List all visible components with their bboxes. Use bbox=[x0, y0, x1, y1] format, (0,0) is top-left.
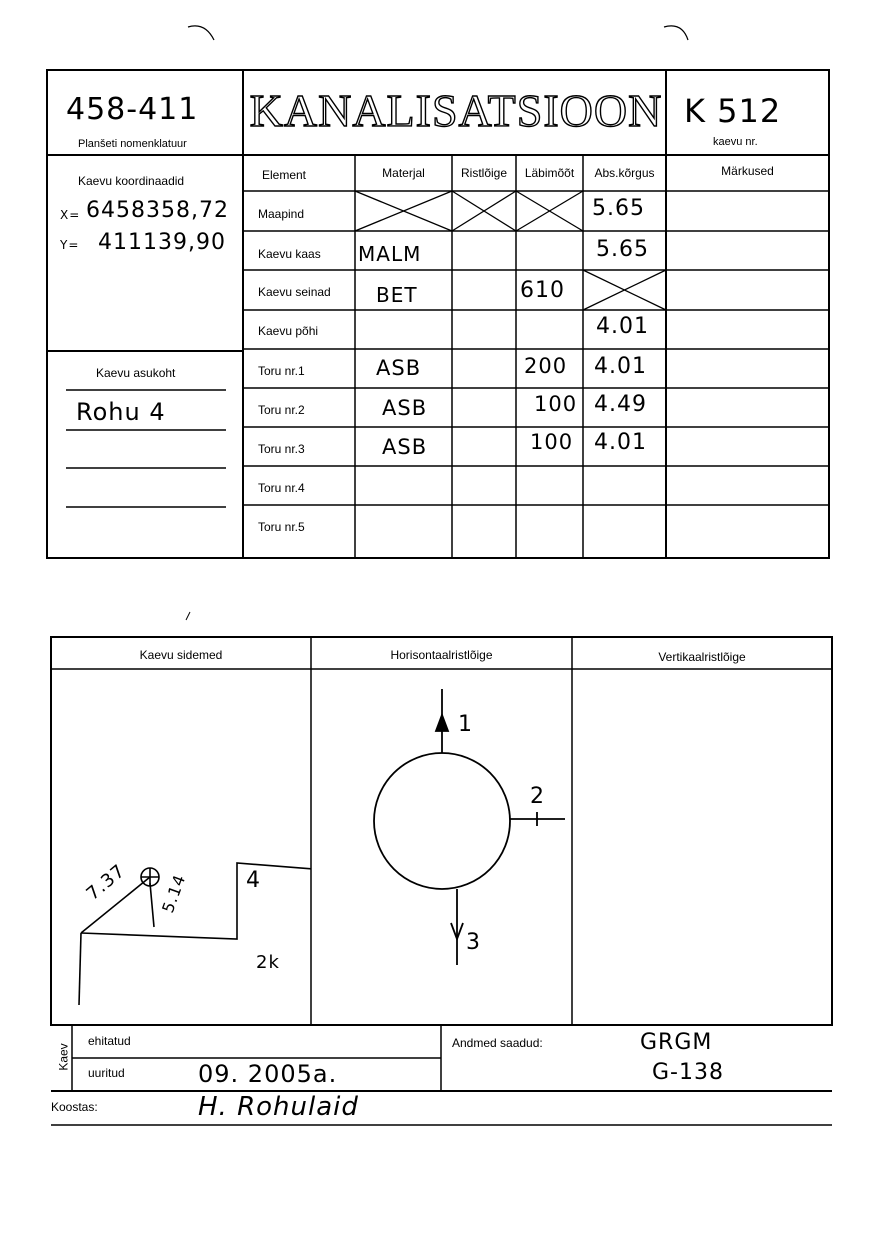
cell-material-seinad: BET bbox=[376, 283, 418, 307]
sheet-number: 458-411 bbox=[66, 92, 199, 127]
well-number: K 512 bbox=[684, 92, 782, 130]
cell-height-toru-2: 4.49 bbox=[594, 392, 647, 417]
col-height: Abs.kõrgus bbox=[594, 166, 655, 180]
row-label-toru-2: Toru nr.2 bbox=[258, 403, 305, 417]
kaev-label: Kaev bbox=[56, 1043, 71, 1071]
y-prefix: Y= bbox=[60, 238, 80, 252]
row-label-kaevu-pohi: Kaevu põhi bbox=[258, 324, 319, 338]
col-diameter: Läbimõõt bbox=[524, 166, 575, 180]
form-title: KANALISATSIOON bbox=[249, 85, 663, 136]
cell-diameter-toru-3: 100 bbox=[530, 430, 574, 454]
col-well-ties: Kaevu sidemed bbox=[139, 648, 223, 662]
row-label-toru-5: Toru nr.5 bbox=[258, 520, 305, 534]
coordinates-label: Kaevu koordinaadid bbox=[78, 174, 185, 188]
data-from-value-2: G-138 bbox=[652, 1060, 724, 1085]
row-label-toru-1: Toru nr.1 bbox=[258, 364, 305, 378]
horizontal-section-drawing bbox=[311, 669, 572, 1025]
compiled-label: Koostas: bbox=[51, 1100, 98, 1114]
surveyed-label: uuritud bbox=[88, 1066, 125, 1080]
col-horizontal-section: Horisontaalristlõige bbox=[390, 648, 493, 662]
sheet-label: Planšeti nomenklatuur bbox=[78, 138, 187, 150]
y-coordinate: 411139,90 bbox=[98, 230, 226, 255]
location-label: Kaevu asukoht bbox=[96, 366, 176, 380]
row-label-kaevu-seinad: Kaevu seinad bbox=[258, 285, 331, 299]
house-number: 4 bbox=[246, 868, 261, 893]
built-label: ehitatud bbox=[88, 1034, 131, 1048]
pipe-2-label: 2 bbox=[530, 784, 545, 809]
house-label: 2k bbox=[256, 952, 280, 973]
cell-height-kaas: 5.65 bbox=[596, 237, 649, 262]
x-prefix: X= bbox=[60, 208, 81, 222]
data-from-value-1: GRGM bbox=[640, 1030, 713, 1055]
row-label-toru-4: Toru nr.4 bbox=[258, 481, 305, 495]
cell-height-pohi: 4.01 bbox=[596, 314, 649, 339]
col-cross-section: Ristlõige bbox=[460, 166, 508, 180]
pipe-1-label: 1 bbox=[458, 712, 473, 737]
tie-distance-1: 7.37 bbox=[82, 860, 130, 905]
data-from-label: Andmed saadud: bbox=[452, 1036, 543, 1050]
row-label-maapind: Maapind bbox=[258, 207, 305, 221]
cell-diameter-toru-2: 100 bbox=[534, 392, 578, 416]
row-label-kaevu-kaas: Kaevu kaas bbox=[258, 247, 321, 261]
surveyed-value: 09. 2005a. bbox=[198, 1060, 338, 1088]
cell-height-maapind: 5.65 bbox=[592, 196, 645, 221]
cell-diameter-toru-1: 200 bbox=[524, 354, 568, 378]
location-value: Rohu 4 bbox=[76, 398, 166, 426]
row-label-toru-3: Toru nr.3 bbox=[258, 442, 305, 456]
cell-material-toru-3: ASB bbox=[382, 435, 428, 459]
col-vertical-section: Vertikaalristlõige bbox=[658, 650, 746, 664]
cell-height-toru-3: 4.01 bbox=[594, 430, 647, 455]
cell-material-toru-2: ASB bbox=[382, 396, 428, 420]
cell-diameter-seinad: 610 bbox=[520, 278, 565, 303]
col-element: Element bbox=[261, 168, 307, 182]
col-notes: Märkused bbox=[721, 164, 774, 178]
col-material: Materjal bbox=[382, 166, 425, 180]
cell-height-toru-1: 4.01 bbox=[594, 354, 647, 379]
cell-material-toru-1: ASB bbox=[376, 356, 422, 380]
tie-distance-2: 5.14 bbox=[158, 871, 190, 916]
x-coordinate: 6458358,72 bbox=[86, 198, 229, 223]
pipe-3-label: 3 bbox=[466, 930, 481, 955]
well-number-label: kaevu nr. bbox=[713, 136, 758, 148]
cell-material-kaas: MALM bbox=[358, 242, 422, 266]
compiled-value: H. Rohulaid bbox=[198, 1092, 359, 1122]
